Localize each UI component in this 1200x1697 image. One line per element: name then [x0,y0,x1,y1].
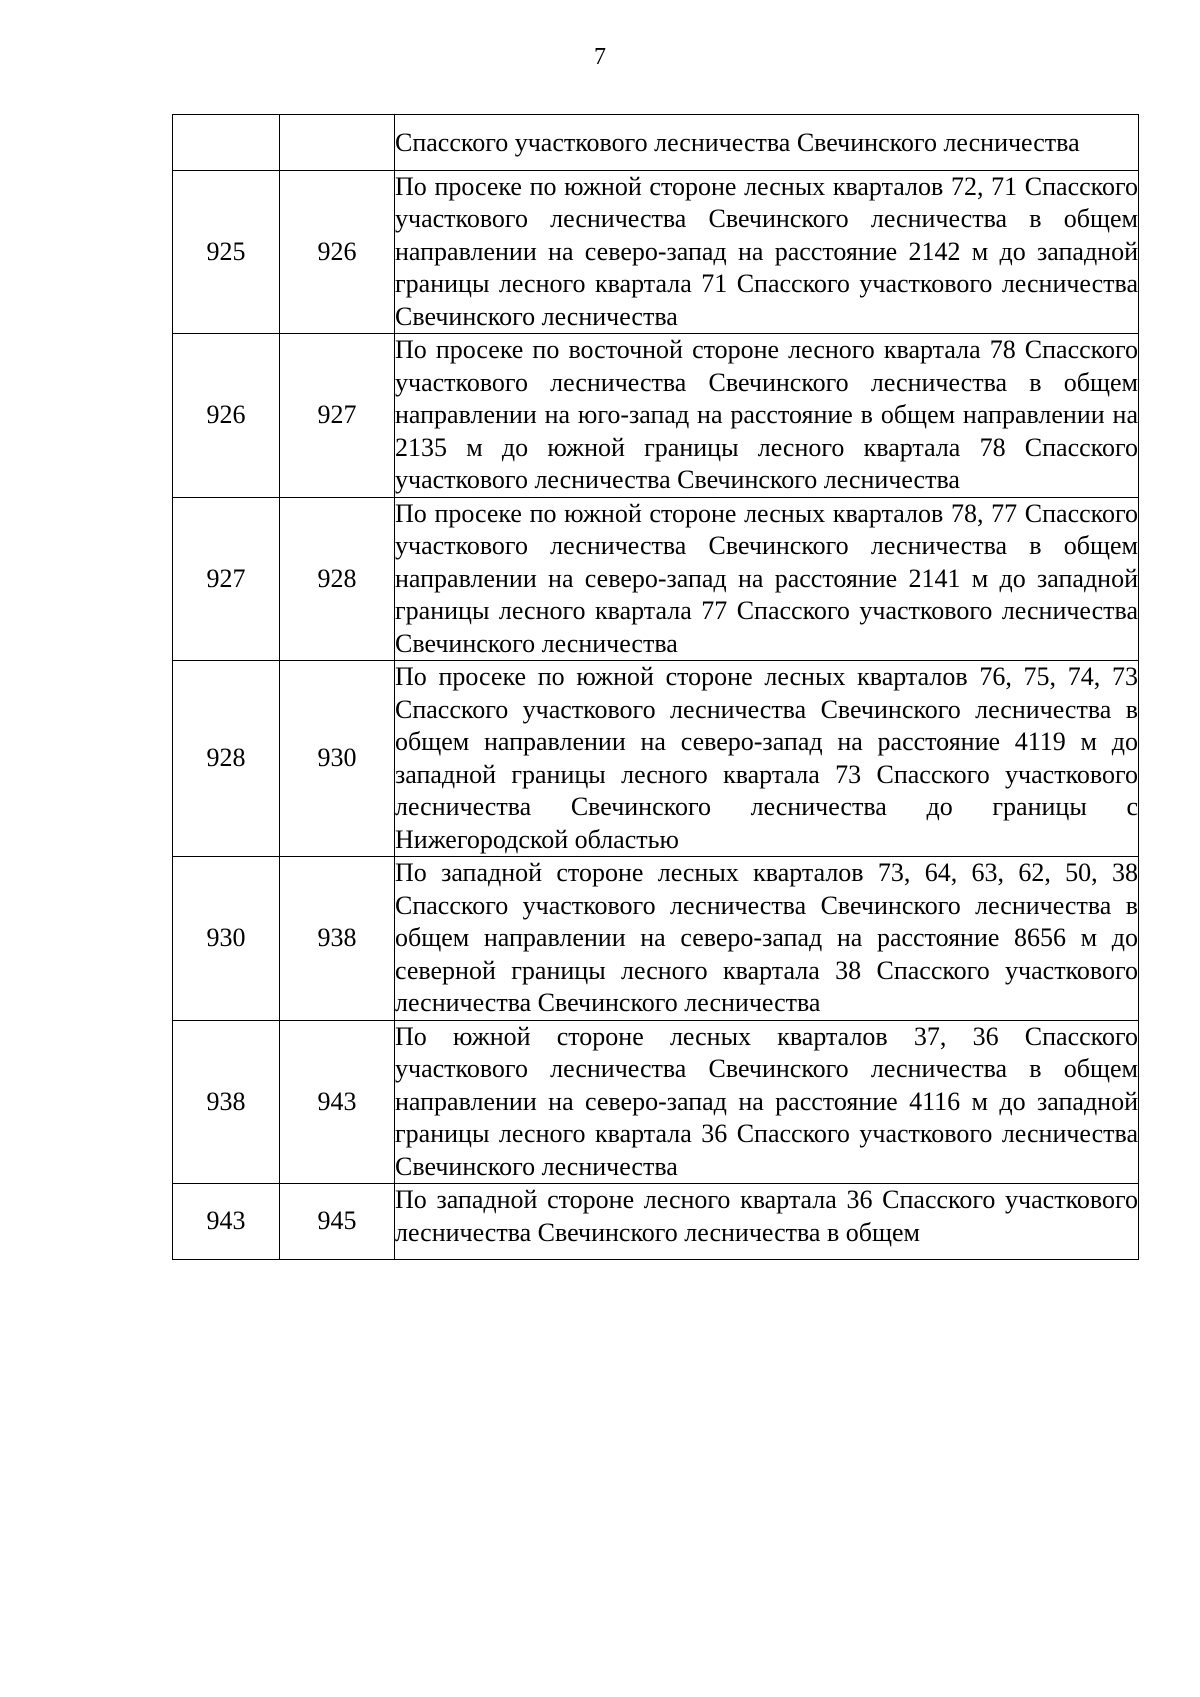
from-point-cell: 928 [173,661,280,857]
boundary-table [172,114,1139,1260]
description-cell: По западной стороне лесного квартала 36 Спасского участкового лесничества Свечинского лесничества в общем [395,1184,1139,1260]
to-point-cell: 926 [280,170,395,334]
to-point-cell: 930 [280,661,395,857]
description-cell: По просеке по южной стороне лесных кварталов 78, 77 Спасского участкового лесничества Свечинского лесничества в общем направлении на северо-запад на расстояние 2141 м до западной границы лесного квартала 77 Спасского участкового лесничества Свечинского лесничества [395,497,1139,661]
description-cell: По просеке по восточной стороне лесного квартала 78 Спасского участкового лесничества Свечинского лесничества в общем направлении на юго-запад на расстояние в общем направлении на 2135 м до южной границы лесного квартала 78 Спасского участкового лесничества Свечинского лесничества [395,334,1139,498]
from-point-cell: 926 [173,334,280,498]
to-point-cell: 943 [280,1020,395,1184]
table-row [173,170,1139,334]
from-point-cell: 930 [173,857,280,1021]
table-row [173,115,1139,171]
to-point-cell: 945 [280,1184,395,1260]
table-row [173,497,1139,661]
table-row [173,334,1139,498]
to-point-cell: 928 [280,497,395,661]
description-cell: По западной стороне лесных кварталов 73, 64, 63, 62, 50, 38 Спасского участкового лесничества Свечинского лесничества в общем направлении на северо-запад на расстояние 8656 м до северной границы лесного квартала 38 Спасского участкового лесничества Свечинского лесничества [395,857,1139,1021]
to-point-cell: 927 [280,334,395,498]
from-point-cell: 938 [173,1020,280,1184]
from-point-cell [173,115,280,171]
description-cell: Спасского участкового лесничества Свечинского лесничества [395,115,1139,171]
to-point-cell [280,115,395,171]
description-cell: По просеке по южной стороне лесных кварталов 72, 71 Спасского участкового лесничества Свечинского лесничества в общем направлении на северо-запад на расстояние 2142 м до западной границы лесного квартала 71 Спасского участкового лесничества Свечинского лесничества [395,170,1139,334]
table-row [173,661,1139,857]
description-cell: По южной стороне лесных кварталов 37, 36 Спасского участкового лесничества Свечинского лесничества в общем направлении на северо-запад на расстояние 4116 м до западной границы лесного квартала 36 Спасского участкового лесничества Свечинского лесничества [395,1020,1139,1184]
page-number: 7 [594,44,606,70]
table-row [173,857,1139,1021]
to-point-cell: 938 [280,857,395,1021]
from-point-cell: 925 [173,170,280,334]
table-row [173,1184,1139,1260]
from-point-cell: 927 [173,497,280,661]
from-point-cell: 943 [173,1184,280,1260]
table-row [173,1020,1139,1184]
description-cell: По просеке по южной стороне лесных кварталов 76, 75, 74, 73 Спасского участкового лесничества Свечинского лесничества в общем направлении на северо-запад на расстояние 4119 м до западной границы лесного квартала 73 Спасского участкового лесничества Свечинского лесничества до границы с Нижегородской областью [395,661,1139,857]
